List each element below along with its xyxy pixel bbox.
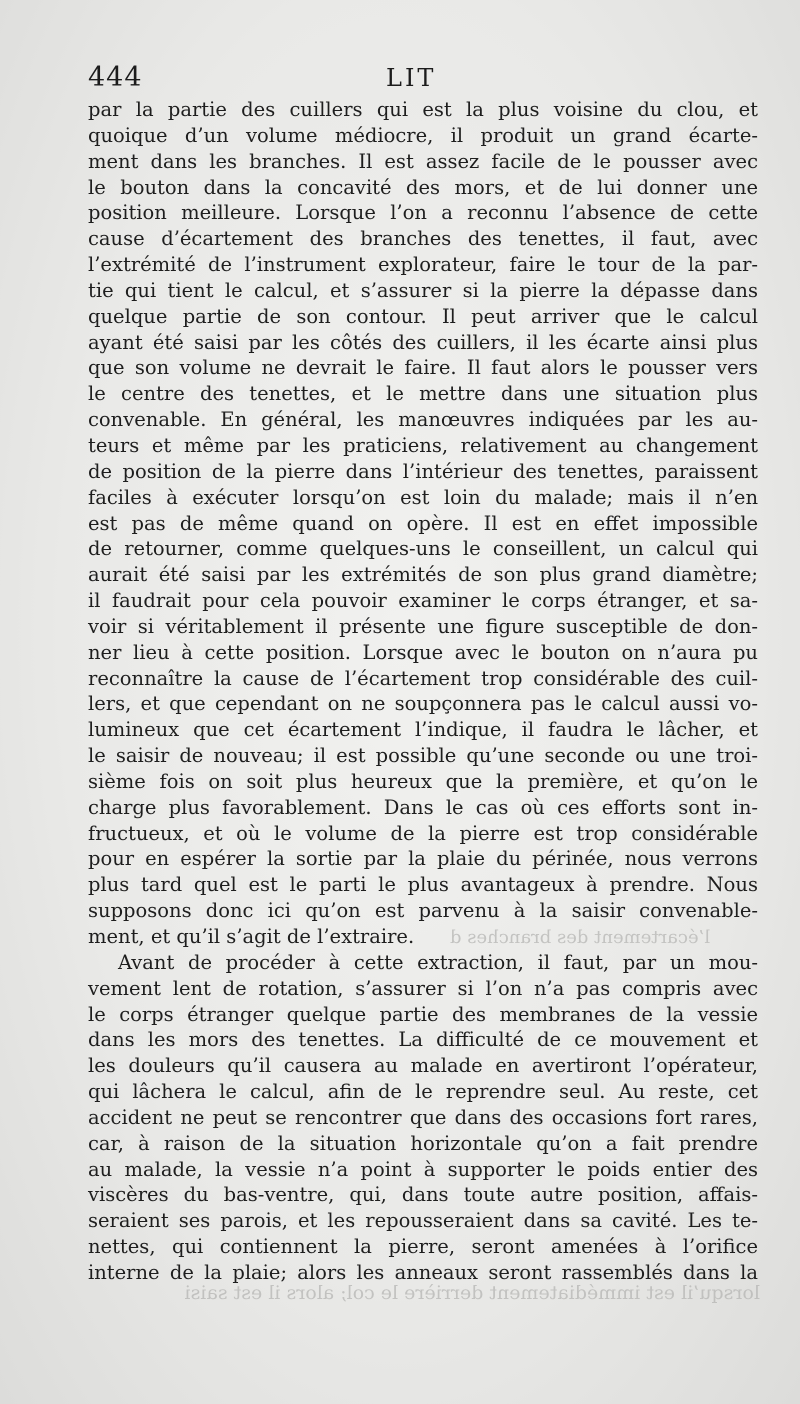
text-line: position meilleure. Lorsque l’on a reconnu l’absence de cette [88, 201, 758, 225]
text-line: qui lâchera le calcul, afin de le reprendre seul. Au reste, cet [88, 1080, 758, 1104]
text-line: le centre des tenettes, et le mettre dans une situation plus [88, 382, 758, 406]
page-header [88, 62, 758, 98]
text-line: accident ne peut se rencontrer que dans des occasions fort rares, [88, 1105, 758, 1129]
paragraph-end-line: ment, et qu’il s’agit de l’extraire. [88, 925, 415, 948]
text-line: aurait été saisi par les extrémités de son plus grand diamètre; [88, 563, 758, 587]
text-line: charge plus favorablement. Dans le cas où ces efforts sont in- [88, 795, 758, 819]
text-line: pour en espérer la sortie par la plaie du périnée, nous verrons [88, 847, 758, 871]
text-line: au malade, la vessie n’a point à supporter le poids entier des [88, 1157, 758, 1181]
text-line: les douleurs qu’il causera au malade en avertiront l’opérateur, [88, 1054, 758, 1078]
bleed-through-text-middle: l’écartement des branches d [450, 927, 711, 948]
text-line: convenable. En général, les manœuvres indiquées par les au- [88, 408, 758, 432]
bleed-through-text-bottom: lorsqu’il est immédiatement derrière le col; alors il est saisi [184, 1282, 760, 1304]
text-line: interne de la plaie; alors les anneaux seront rassemblés dans la [88, 1260, 758, 1284]
body-text [88, 97, 758, 1286]
text-line: ment dans les branches. Il est assez facile de le pousser avec [88, 149, 758, 173]
text-line: de retourner, comme quelques-uns le conseillent, un calcul qui [88, 537, 758, 561]
text-line: de position de la pierre dans l’intérieur des tenettes, paraissent [88, 459, 758, 483]
text-line: il faudrait pour cela pouvoir examiner le corps étranger, et sa- [88, 589, 758, 613]
text-line: voir si véritablement il présente une figure susceptible de don- [88, 614, 758, 638]
text-line: par la partie des cuillers qui est la plus voisine du clou, et [88, 98, 758, 121]
running-head: LIT [386, 64, 437, 92]
text-line: quelque partie de son contour. Il peut arriver que le calcul [88, 304, 758, 328]
text-line: seraient ses parois, et les repousseraient dans sa cavité. Les te- [88, 1209, 758, 1233]
text-line: plus tard quel est le parti le plus avantageux à prendre. Nous [88, 873, 758, 897]
text-line: reconnaître la cause de l’écartement trop considérable des cuil- [88, 666, 758, 690]
text-line: viscères du bas-ventre, qui, dans toute autre position, affais- [88, 1183, 758, 1207]
paragraph-start-line: Avant de procéder à cette extraction, il faut, par un mou- [118, 950, 758, 974]
page-number: 444 [88, 62, 143, 93]
text-line: l’extrémité de l’instrument explorateur, faire le tour de la par- [88, 253, 758, 277]
text-line: nettes, qui contiennent la pierre, seront amenées à l’orifice [88, 1235, 758, 1259]
text-line: tie qui tient le calcul, et s’assurer si la pierre la dépasse dans [88, 278, 758, 302]
text-line: quoique d’un volume médiocre, il produit un grand écarte- [88, 123, 758, 147]
text-line: lumineux que cet écartement l’indique, il faudra le lâcher, et [88, 718, 758, 742]
text-line: fructueux, et où le volume de la pierre est trop considérable [88, 821, 758, 845]
text-line: est pas de même quand on opère. Il est en effet impossible [88, 511, 758, 535]
text-line: le bouton dans la concavité des mors, et de lui donner une [88, 175, 758, 199]
text-line: que son volume ne devrait le faire. Il faut alors le pousser vers [88, 356, 758, 380]
text-line: vement lent de rotation, s’assurer si l’on n’a pas compris avec [88, 976, 758, 1000]
text-line: ayant été saisi par les côtés des cuillers, il les écarte ainsi plus [88, 330, 758, 354]
text-line: ner lieu à cette position. Lorsque avec le bouton on n’aura pu [88, 640, 758, 664]
text-line: cause d’écartement des branches des tenettes, il faut, avec [88, 227, 758, 251]
text-line: lers, et que cependant on ne soupçonnera pas le calcul aussi vo- [88, 692, 758, 716]
text-line: teurs et même par les praticiens, relativement au changement [88, 433, 758, 457]
text-line: dans les mors des tenettes. La difficulté de ce mouvement et [88, 1028, 758, 1052]
text-line: le saisir de nouveau; il est possible qu’une seconde ou une troi- [88, 744, 758, 768]
text-line: sième fois on soit plus heureux que la première, et qu’on le [88, 769, 758, 793]
text-line: car, à raison de la situation horizontale qu’on a fait prendre [88, 1131, 758, 1155]
text-line: le corps étranger quelque partie des membranes de la vessie [88, 1002, 758, 1026]
text-line: faciles à exécuter lorsqu’on est loin du malade; mais il n’en [88, 485, 758, 509]
text-line: supposons donc ici qu’on est parvenu à la saisir convenable- [88, 899, 758, 923]
